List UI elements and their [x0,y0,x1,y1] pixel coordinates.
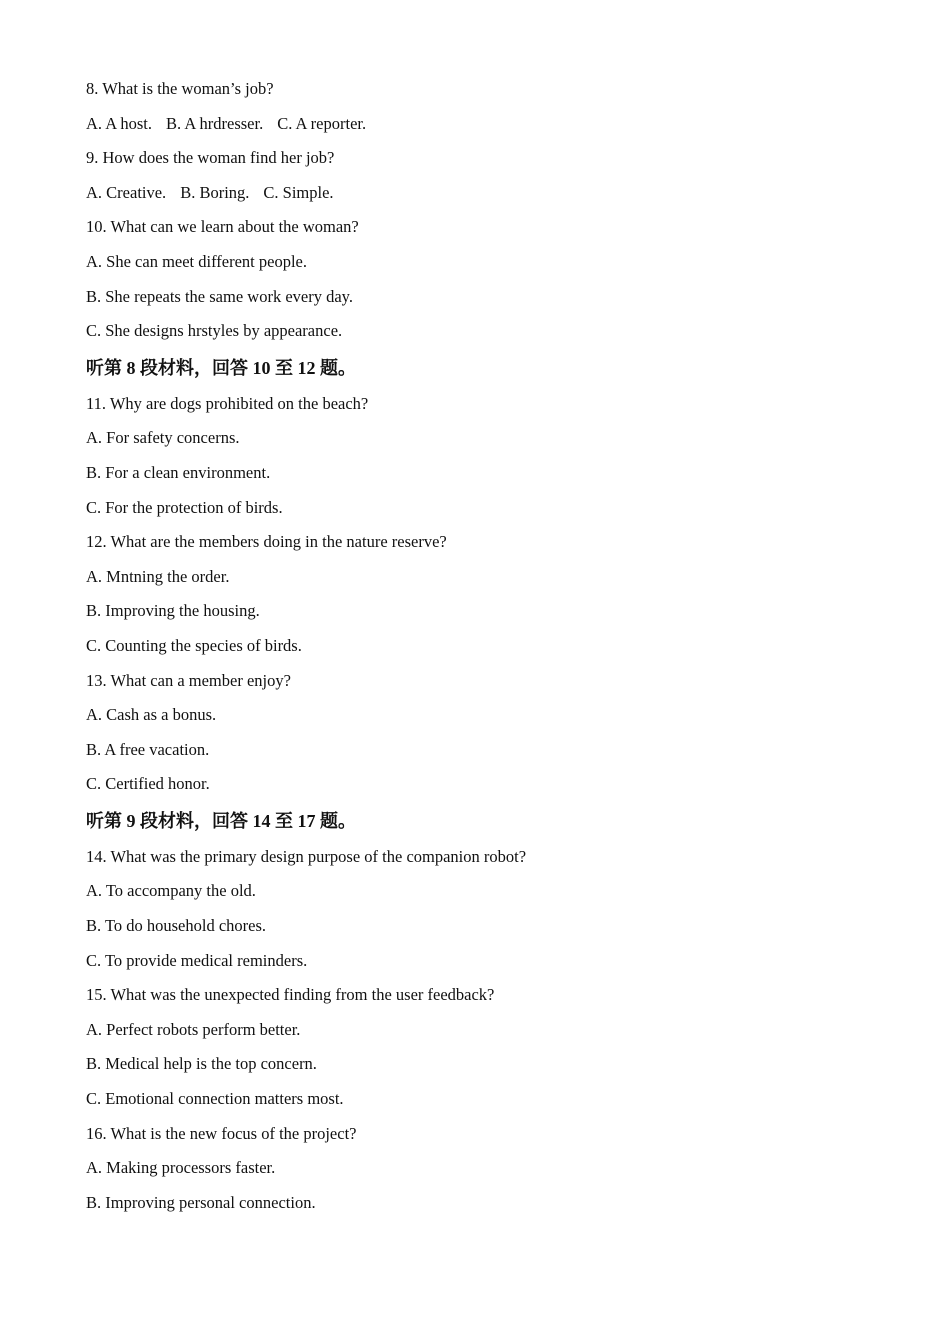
question-text: 15. What was the unexpected finding from the user feedback? [86,985,495,1005]
answer-option: B. Improving the housing. [86,601,260,621]
answer-option: C. For the protection of birds. [86,497,283,517]
answer-option: C. She designs hrstyles by appearance. [86,321,343,341]
answer-options-row [86,107,886,142]
question-text: 13. What can a member enjoy? [86,670,291,690]
answer-option: A. Mntning the order. [86,566,230,586]
answer-option: B. Improving personal connection. [86,1192,316,1212]
answer-option: C. Counting the species of birds. [86,635,302,655]
answer-option: C. A reporter. [277,113,367,133]
question-text: 12. What are the members doing in the nature reserve? [86,532,447,552]
question-text: 10. What can we learn about the woman? [86,217,359,237]
section-heading: 听第 8 段材料，回答 10 至 12 题。 [86,357,356,378]
answer-option: A. To accompany the old. [86,881,256,901]
document-page [86,72,886,1220]
answer-option: C. Emotional connection matters most. [86,1089,344,1109]
answer-option: C. Certified honor. [86,774,210,794]
answer-option: A. Making processors faster. [86,1158,276,1178]
answer-option: A. She can meet different people. [86,251,307,271]
question-text: 16. What is the new focus of the project? [86,1123,357,1143]
answer-option: A. Perfect robots perform better. [86,1019,301,1039]
answer-option: B. For a clean environment. [86,462,271,482]
answer-option: B. Medical help is the top concern. [86,1054,317,1074]
answer-option: A. A host. [86,113,153,133]
question-text: 8. What is the woman’s job? [86,79,274,98]
answer-option: B. She repeats the same work every day. [86,286,353,306]
answer-option: C. Simple. [263,182,334,202]
answer-option: A. Cash as a bonus. [86,705,217,725]
question-text: 14. What was the primary design purpose of the companion robot? [86,846,527,866]
answer-option: C. To provide medical reminders. [86,950,308,970]
answer-option: B. Boring. [180,182,250,202]
answer-option: B. A hrdresser. [166,113,264,133]
answer-options-row [86,176,886,211]
answer-option: B. A free vacation. [86,739,210,759]
answer-option: B. To do household chores. [86,916,267,936]
question-text: 9. How does the woman find her job? [86,148,335,168]
answer-option: A. For safety concerns. [86,428,240,448]
section-heading: 听第 9 段材料，回答 14 至 17 题。 [86,810,356,831]
answer-option: A. Creative. [86,182,167,202]
question-text: 11. Why are dogs prohibited on the beach? [86,393,369,413]
